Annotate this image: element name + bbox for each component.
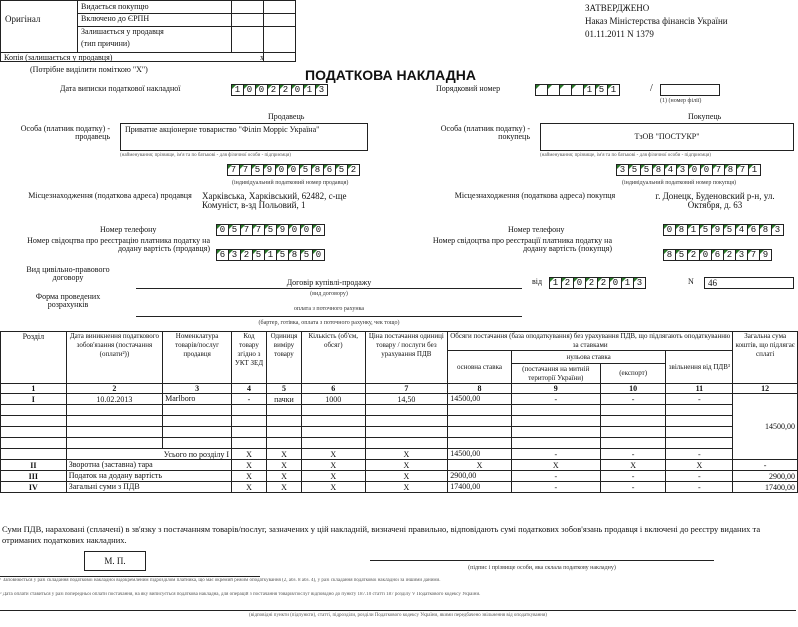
digit-cell[interactable]: 9 — [276, 224, 289, 236]
section-iii-label: Податок на додану вартість — [66, 471, 231, 482]
signature-note: (підпис і прізвище особи, яка склала податкову накладну) — [468, 565, 616, 571]
approval-line3: 01.11.2011 N 1379 — [585, 29, 654, 39]
digit-cell[interactable]: 2 — [597, 277, 610, 289]
column-number: 2 — [66, 384, 162, 394]
hdr-section: Розділ — [1, 332, 67, 384]
section-iv-c6: X — [301, 482, 365, 493]
digit-cell[interactable]: 2 — [561, 277, 574, 289]
digit-cell[interactable]: 2 — [267, 84, 280, 96]
hdr-qty: Кількість (об'єм, обсяг) — [301, 332, 365, 384]
row-exempt[interactable]: - — [666, 394, 733, 405]
row-code[interactable]: - — [232, 394, 267, 405]
column-number: 1 — [1, 384, 67, 394]
digit-cell[interactable]: 2 — [585, 277, 598, 289]
digit-cell[interactable]: 3 — [771, 224, 784, 236]
table-row — [1, 394, 798, 405]
subtotal-c9: - — [511, 449, 600, 460]
hdr-price: Ціна постачання одиниці товару / послуги без урахування ПДВ — [365, 332, 448, 384]
digit-cell[interactable]: 3 — [315, 84, 328, 96]
digit-cell[interactable]: 0 — [663, 224, 676, 236]
seller-ipn-digits[interactable] — [228, 164, 360, 176]
buyer-phone-label: Номер телефону — [508, 225, 565, 234]
buyer-name-box[interactable] — [540, 123, 794, 151]
section-ii-c8: X — [448, 460, 512, 471]
section-iii-c4: X — [232, 471, 267, 482]
section-ii-c12: - — [733, 460, 798, 471]
digit-cell[interactable]: 7 — [712, 164, 725, 176]
buyer-phone-digits[interactable] — [664, 224, 784, 236]
section-iii-total[interactable]: 2900,00 — [733, 471, 798, 482]
subtotal-c11: - — [666, 449, 733, 460]
subtotal-base: 14500,00 — [448, 449, 512, 460]
digit-cell[interactable]: 5 — [723, 224, 736, 236]
branch-number-box[interactable] — [660, 84, 720, 96]
contract-number-box[interactable] — [704, 277, 794, 289]
footnote-3: (відповідні пункти (підпункти), статті, підрозділи, розділи Податкового кодексу України, якими передбачено звільнення від оподаткування) — [249, 613, 547, 618]
digit-cell[interactable]: 2 — [347, 164, 360, 176]
column-number: 11 — [666, 384, 733, 394]
section-iv-c7: X — [365, 482, 448, 493]
seller-heading: Продавець — [268, 112, 305, 121]
status-row-issued: Видається покупцю — [81, 2, 149, 11]
section-iii-c11: - — [666, 471, 733, 482]
digit-cell[interactable]: 3 — [676, 164, 689, 176]
digit-cell[interactable]: 1 — [748, 164, 761, 176]
digit-cell[interactable]: 3 — [735, 249, 748, 261]
digit-cell[interactable]: 5 — [335, 164, 348, 176]
digit-cell[interactable]: 5 — [300, 249, 313, 261]
digit-cell[interactable]: 8 — [675, 224, 688, 236]
digit-cell[interactable]: 0 — [255, 84, 268, 96]
seller-phone-label: Номер телефону — [100, 225, 157, 234]
payment-value[interactable]: оплата з поточного рахунка — [293, 306, 365, 312]
goods-table — [0, 331, 798, 493]
section-iii-c5: X — [266, 471, 301, 482]
row-base[interactable]: 14500,00 — [448, 394, 512, 405]
section-ii-row — [1, 460, 798, 471]
section-iii-c9: - — [511, 471, 600, 482]
digit-cell[interactable]: 1 — [621, 277, 634, 289]
column-number: 7 — [365, 384, 448, 394]
approval-line2: Наказ Міністерства фінансів України — [585, 16, 728, 26]
copy-mark[interactable]: x — [260, 53, 264, 62]
hdr-unit: Одиниця виміру товару — [266, 332, 301, 384]
digit-cell[interactable]: 3 — [616, 164, 629, 176]
digit-cell[interactable]: 1 — [264, 249, 277, 261]
section-iv-c11: - — [666, 482, 733, 493]
digit-cell[interactable]: 5 — [251, 164, 264, 176]
digit-cell[interactable]: 0 — [288, 224, 301, 236]
digit-cell[interactable]: 5 — [675, 249, 688, 261]
empty-row — [1, 438, 798, 449]
digit-cell[interactable]: 6 — [323, 164, 336, 176]
column-number: 4 — [232, 384, 267, 394]
section-iv-c4: X — [232, 482, 267, 493]
digit-cell[interactable]: 8 — [724, 164, 737, 176]
digit-cell[interactable]: 0 — [300, 224, 313, 236]
buyer-address: г. Донецк, Буденовский р-н, ул. Октября, д. 63 — [655, 191, 775, 211]
digit-cell[interactable]: 4 — [664, 164, 677, 176]
section-iii-vat[interactable]: 2900,00 — [448, 471, 512, 482]
digit-cell[interactable]: 0 — [312, 249, 325, 261]
column-number: 9 — [511, 384, 600, 394]
section-iv-c10: - — [600, 482, 666, 493]
digit-cell[interactable]: 1 — [549, 277, 562, 289]
digit-cell[interactable]: 4 — [735, 224, 748, 236]
section-iii-row — [1, 471, 798, 482]
digit-cell[interactable]: 7 — [736, 164, 749, 176]
issue-date-digits[interactable] — [232, 84, 328, 96]
digit-cell[interactable]: 6 — [711, 249, 724, 261]
digit-cell[interactable]: 1 — [303, 84, 316, 96]
subtotal-c5: X — [266, 449, 301, 460]
buyer-name: ТзОВ "ПОСТУКР" — [634, 132, 700, 141]
stamp-box — [84, 551, 146, 571]
digit-cell[interactable]: 8 — [652, 164, 665, 176]
copy-label: Копія (залишається у продавця) — [4, 53, 113, 62]
mark-note: (Потрібне виділити поміткою "Х") — [30, 65, 148, 74]
subtotal-c10: - — [600, 449, 666, 460]
column-number: 5 — [266, 384, 301, 394]
stamp-label: М. П. — [104, 556, 126, 566]
payment-note: (бартер, готівка, оплата з поточного рахунку, чек тощо) — [258, 320, 400, 326]
section-ii-c5: X — [266, 460, 301, 471]
subtotal-label: Усього по розділу I — [66, 449, 231, 460]
status-box — [0, 0, 296, 62]
digit-cell[interactable]: 7 — [227, 164, 240, 176]
digit-cell[interactable]: 5 — [276, 249, 289, 261]
buyer-heading: Покупець — [688, 112, 722, 121]
contract-kind-value[interactable]: Договір купівлі-продажу — [286, 278, 372, 287]
row-date[interactable]: 10.02.2013 — [66, 394, 162, 405]
section-ii-c4: X — [232, 460, 267, 471]
digit-cell[interactable]: 7 — [240, 224, 253, 236]
section-iii-c7: X — [365, 471, 448, 482]
footnote-1: ¹ Заповнюється у разі складання податкової накладної відокремленим підрозділом платника, що має окремий режим оподаткування (2, абз. 8 абз. 4), у разі складання податкової накладної за іншими даними. — [0, 578, 441, 583]
digit-cell[interactable]: 5 — [228, 224, 241, 236]
hdr-date: Дата виникнення податкового зобов'язання (постачання (оплати²)) — [66, 332, 162, 384]
column-number: 12 — [733, 384, 798, 394]
digit-cell[interactable]: 7 — [747, 249, 760, 261]
hdr-zero-export: (експорт) — [600, 364, 666, 384]
digit-cell[interactable]: 5 — [699, 224, 712, 236]
buyer-vat-digits[interactable] — [664, 249, 772, 261]
row-zero-export[interactable]: - — [600, 394, 666, 405]
row-total[interactable]: 14500,00 — [733, 394, 798, 460]
digit-cell[interactable]: 0 — [700, 164, 713, 176]
buyer-address-label: Місцезнаходження (податкова адреса) покупця — [454, 191, 616, 200]
digit-cell[interactable]: 5 — [595, 84, 608, 96]
digit-cell[interactable]: 1 — [583, 84, 596, 96]
digit-cell[interactable]: 6 — [216, 249, 229, 261]
status-row-stays: Залишається у продавця — [81, 27, 164, 36]
payment-label: Форма проведених розрахунків — [35, 292, 101, 310]
issue-date-label: Дата виписки податкової накладної — [60, 84, 181, 93]
serial-slash: / — [650, 83, 653, 94]
section-iv-label: Загальні суми з ПДВ — [66, 482, 231, 493]
section-ii-c11: X — [666, 460, 733, 471]
digit-cell[interactable]: 5 — [628, 164, 641, 176]
digit-cell[interactable]: 7 — [252, 224, 265, 236]
subtotal-row — [1, 449, 798, 460]
digit-cell[interactable]: 5 — [252, 249, 265, 261]
empty-row — [1, 405, 798, 416]
column-number: 6 — [301, 384, 365, 394]
digit-cell[interactable]: 1 — [687, 224, 700, 236]
section-iii-c10: - — [600, 471, 666, 482]
row-section: I — [1, 394, 67, 405]
digit-cell[interactable]: 0 — [609, 277, 622, 289]
digit-cell[interactable]: 5 — [640, 164, 653, 176]
digit-cell[interactable]: 8 — [759, 224, 772, 236]
approval-line1: ЗАТВЕРДЖЕНО — [585, 3, 650, 13]
buyer-ipn-note: (індивідуальний податковий номер покупця) — [622, 180, 737, 186]
hdr-zero-ua: (постачання на митній території України) — [511, 364, 600, 384]
row-name[interactable]: Marlboro — [163, 394, 232, 405]
seller-name-note: (найменування; прізвище, ім'я та по батькові - для фізичної особи - підприємця) — [120, 153, 291, 158]
seller-address-label: Місцезнаходження (податкова адреса) продавця — [28, 191, 192, 200]
branch-note: (1) (номер філії) — [660, 98, 702, 104]
section-ii-c6: X — [301, 460, 365, 471]
section-ii-c7: X — [365, 460, 448, 471]
digit-cell[interactable]: 1 — [607, 84, 620, 96]
digit-cell[interactable]: 5 — [264, 224, 277, 236]
contract-number: 46 — [708, 278, 717, 288]
digit-cell[interactable]: 0 — [688, 164, 701, 176]
section-iv-c9: - — [511, 482, 600, 493]
column-number: 3 — [163, 384, 232, 394]
seller-vat-label: Номер свідоцтва про реєстрацію платника податку на додану вартість (продавця) — [27, 236, 210, 254]
seller-phone-digits[interactable] — [217, 224, 325, 236]
digit-cell[interactable]: 6 — [747, 224, 760, 236]
section-iii-c6: X — [301, 471, 365, 482]
subtotal-c4: X — [232, 449, 267, 460]
digit-cell[interactable]: 9 — [711, 224, 724, 236]
hdr-basic-rate: основна ставка — [448, 351, 512, 384]
status-row-reason: (тип причини) — [81, 39, 130, 48]
column-numbers-row — [1, 384, 798, 394]
digit-cell[interactable]: 2 — [687, 249, 700, 261]
original-label: Оригінал — [5, 14, 41, 24]
page-title: ПОДАТКОВА НАКЛАДНА — [305, 67, 476, 83]
status-row-erpn: Включено до ЄРПН — [81, 14, 150, 23]
digit-cell[interactable]: 2 — [279, 84, 292, 96]
section-ii: II — [1, 460, 67, 471]
empty-row — [1, 427, 798, 438]
hdr-nomenclature: Номенклатура товарів/послуг продавця — [163, 332, 232, 384]
subtotal-c7: X — [365, 449, 448, 460]
buyer-ipn-digits[interactable] — [617, 164, 761, 176]
row-unit[interactable]: пачки — [266, 394, 301, 405]
hdr-zero-rate: нульова ставка — [511, 351, 666, 364]
digit-cell[interactable]: 0 — [287, 164, 300, 176]
column-number: 8 — [448, 384, 512, 394]
digit-cell[interactable]: 3 — [228, 249, 241, 261]
section-iv-row — [1, 482, 798, 493]
seller-name-box[interactable] — [120, 123, 368, 151]
vat-statement: Суми ПДВ, нараховані (сплачені) в зв'язку з постачанням товарів/послуг, зазначених у цій накладній, визначені правильно, відповідають сумі податкових зобов'язань продавця і включені до реєстру виданих та отриманих податкових накладних. — [2, 524, 761, 545]
hdr-code: Код товару згідно з УКТ ЗЕД — [232, 332, 267, 384]
contract-kind-note: (вид договору) — [310, 291, 348, 297]
seller-vat-digits[interactable] — [217, 249, 325, 261]
seller-address: Харківська, Харківський, 62482, с-ще Комуніст, в-зд Польовий, 1 — [202, 191, 347, 211]
digit-cell[interactable]: 7 — [239, 164, 252, 176]
footnote-divider — [0, 576, 260, 577]
seller-ipn-note: (індивідуальний податковий номер продавця) — [232, 180, 349, 186]
digit-cell[interactable]: 8 — [311, 164, 324, 176]
row-price[interactable]: 14,50 — [365, 394, 448, 405]
buyer-vat-label: Номер свідоцтва про реєстрації платника податку на додану вартість (покупця) — [432, 236, 612, 254]
digit-cell[interactable]: 0 — [312, 224, 325, 236]
footnote-2: ² Дата оплати ставиться у разі попередньої оплати постачання, на яку виписується податкова накладна, для операцій з постачання товарів/послуг відповідно до пункту 187.10 статті 187 розділу V Податкового кодексу України. — [0, 592, 481, 597]
digit-cell[interactable]: 0 — [243, 84, 256, 96]
hdr-volumes: Обсяги постачання (база оподаткування) без урахування ПДВ, що підлягають оподаткуванню за ставками — [448, 332, 733, 351]
section-iv: IV — [1, 482, 67, 493]
contract-kind-label: Вид цивільно-правового договору — [26, 265, 110, 283]
contract-n-label: N — [688, 277, 694, 286]
seller-person-label: Особа (платник податку) - продавець — [20, 124, 110, 142]
buyer-name-note: (найменування; прізвище, ім'я та по батькові - для фізичної особи - підприємця) — [540, 153, 711, 158]
row-zero-ua[interactable]: - — [511, 394, 600, 405]
section-iv-c5: X — [266, 482, 301, 493]
row-qty[interactable]: 1000 — [301, 394, 365, 405]
column-number: 10 — [600, 384, 666, 394]
section-ii-c9: X — [511, 460, 600, 471]
digit-cell[interactable]: 9 — [263, 164, 276, 176]
digit-cell[interactable]: 2 — [723, 249, 736, 261]
serial-digits[interactable] — [536, 84, 620, 96]
signature-line[interactable] — [370, 560, 714, 561]
hdr-exempt: звільнення від ПДВ³ — [666, 351, 733, 384]
footnote-3-line — [0, 610, 796, 611]
digit-cell[interactable]: 0 — [699, 249, 712, 261]
section-ii-label: Зворотна (заставна) тара — [66, 460, 231, 471]
seller-name: Приватне акціонерне товариство "Філіп Морріс Україна" — [125, 125, 320, 134]
digit-cell[interactable]: 0 — [291, 84, 304, 96]
section-iii: III — [1, 471, 67, 482]
digit-cell[interactable]: 9 — [759, 249, 772, 261]
digit-cell[interactable]: 1 — [231, 84, 244, 96]
buyer-person-label: Особа (платник податку) - покупець — [440, 124, 530, 142]
subtotal-c6: X — [301, 449, 365, 460]
hdr-total: Загальна сума коштів, що підлягає сплаті — [733, 332, 798, 384]
digit-cell[interactable]: 3 — [633, 277, 646, 289]
section-ii-c10: X — [600, 460, 666, 471]
digit-cell[interactable]: 0 — [573, 277, 586, 289]
section-iv-total[interactable]: 17400,00 — [733, 482, 798, 493]
digit-cell[interactable]: 5 — [299, 164, 312, 176]
digit-cell[interactable]: 2 — [240, 249, 253, 261]
digit-cell[interactable]: 0 — [275, 164, 288, 176]
digit-cell[interactable]: 0 — [216, 224, 229, 236]
contract-kind-line — [136, 288, 522, 289]
serial-label: Порядковий номер — [436, 84, 501, 93]
section-iv-base[interactable]: 17400,00 — [448, 482, 512, 493]
payment-line — [136, 316, 522, 317]
empty-row — [1, 416, 798, 427]
digit-cell[interactable]: 8 — [288, 249, 301, 261]
digit-cell[interactable]: 8 — [663, 249, 676, 261]
contract-from-label: від — [532, 277, 543, 286]
contract-date-digits[interactable] — [550, 277, 646, 289]
